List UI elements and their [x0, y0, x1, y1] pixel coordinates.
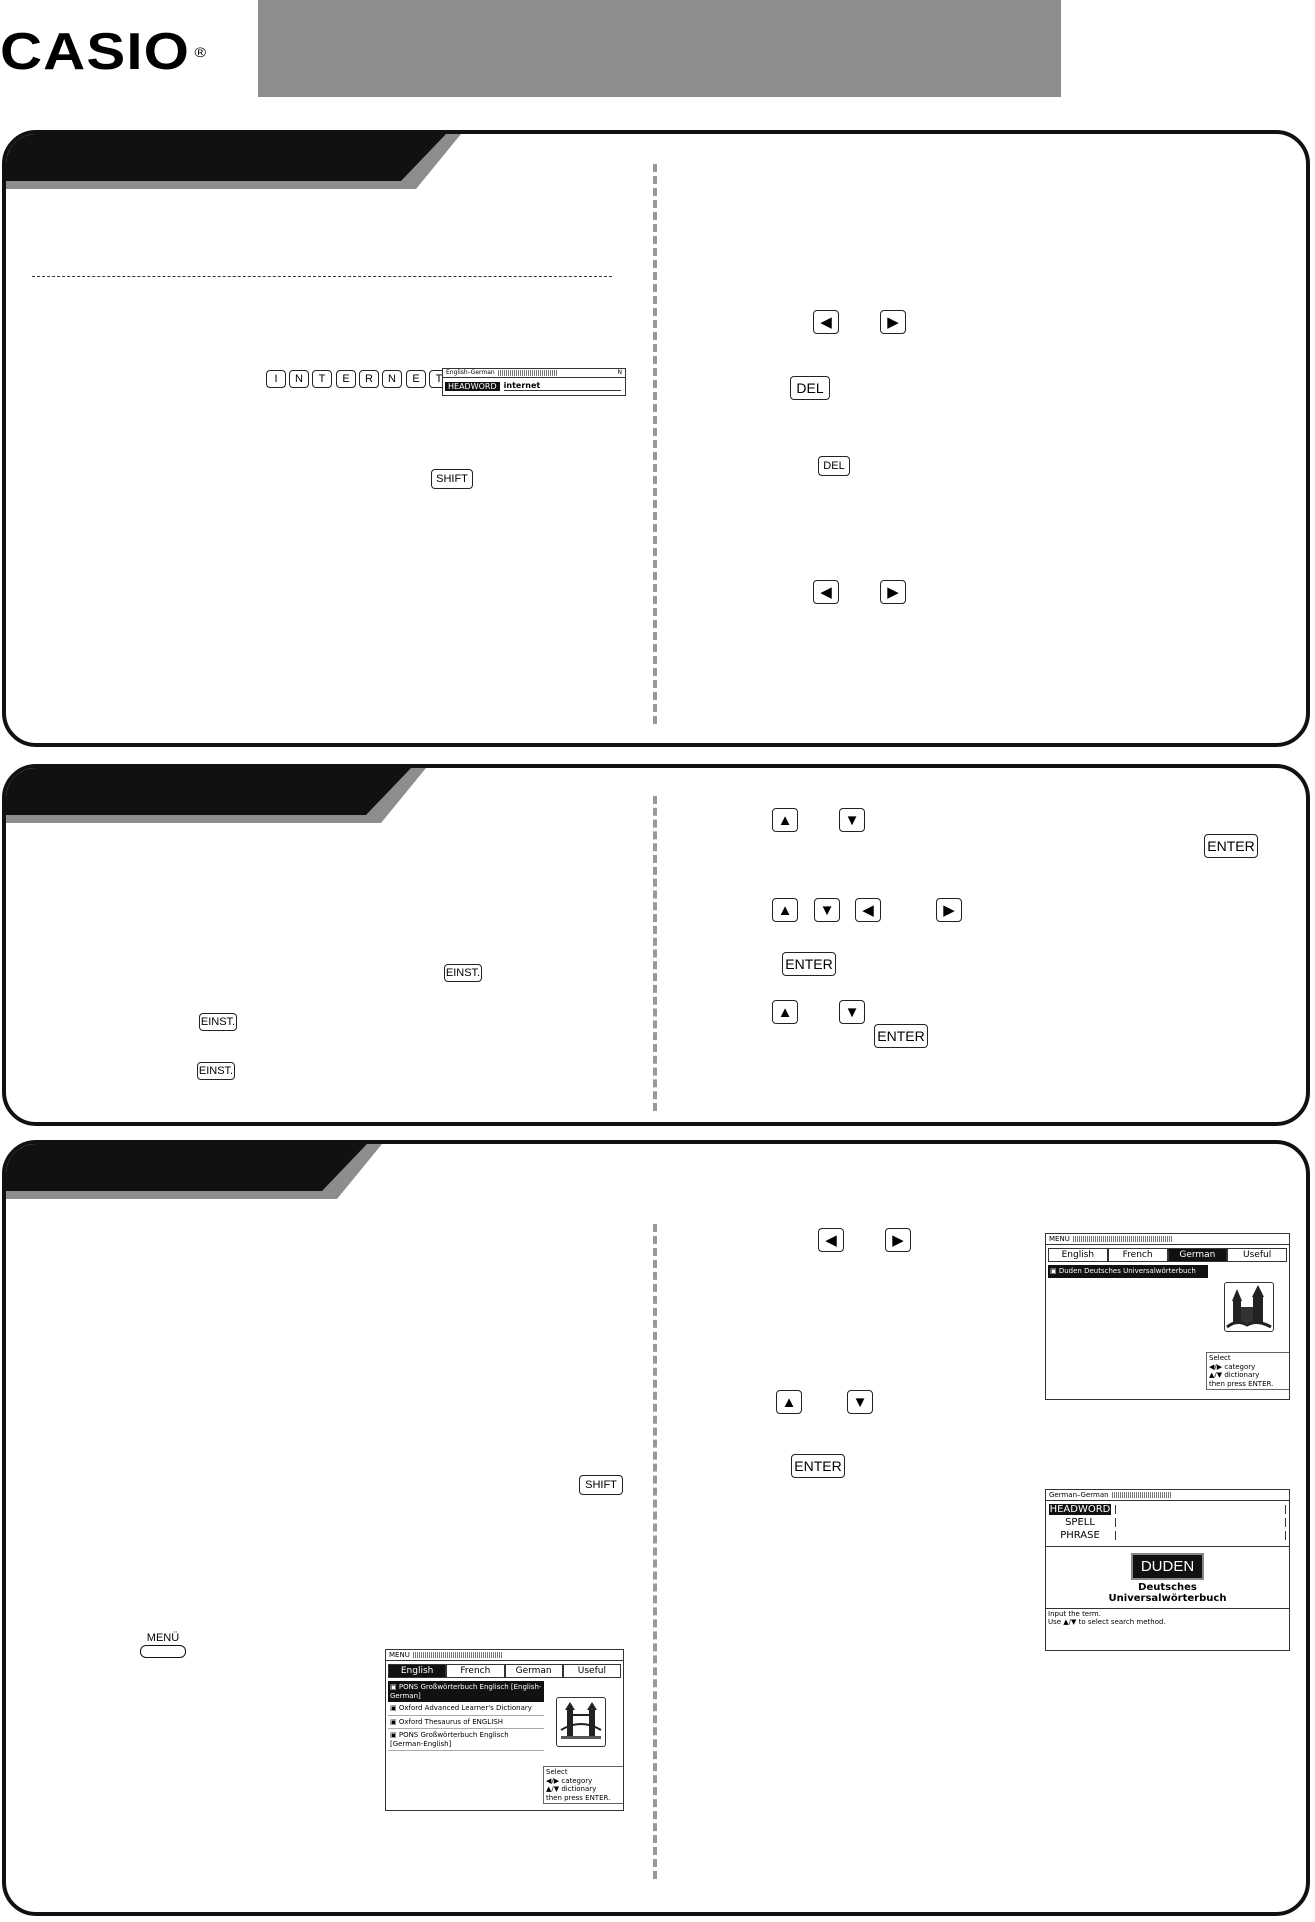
menu-key[interactable] [140, 1632, 186, 1658]
menu-hint-line: ◀/▶ category [546, 1776, 593, 1785]
headword-label: HEADWORD [445, 382, 500, 391]
search-field-label: SPELL [1065, 1517, 1095, 1528]
panel-3 [2, 1140, 1310, 1916]
tower-bridge-icon [556, 1697, 606, 1747]
column-divider [653, 1224, 657, 1879]
casio-logo: CASIO ® [0, 23, 208, 81]
letter-key-n[interactable]: N [289, 370, 309, 388]
menu-key-label: MENÜ [146, 1632, 180, 1644]
dictionary-item-label: PONS Großwörterbuch Englisch [English-German] [390, 1683, 542, 1700]
down-arrow-key[interactable]: ▼ [839, 1000, 865, 1024]
right-arrow-key[interactable]: ▶ [880, 580, 906, 604]
down-arrow-key[interactable]: ▼ [839, 808, 865, 832]
duden-logo: DUDEN [1131, 1553, 1204, 1580]
duden-subtitle-1: Deutsches [1138, 1582, 1197, 1593]
enter-key[interactable]: ENTER [874, 1024, 928, 1048]
menu-tab-french[interactable]: French [1108, 1248, 1168, 1261]
left-arrow-key[interactable]: ◀ [818, 1228, 844, 1252]
enter-key[interactable]: ENTER [791, 1454, 845, 1478]
menu-tab-french[interactable]: French [446, 1664, 504, 1677]
lcd-title: English–German [446, 369, 495, 376]
einst-key[interactable]: EINST. [444, 964, 482, 982]
einst-key[interactable]: EINST. [197, 1062, 235, 1080]
column-divider [653, 164, 657, 724]
down-arrow-key[interactable]: ▼ [814, 898, 840, 922]
header-gray-bar [258, 0, 1061, 97]
menu-hint-box [1206, 1352, 1290, 1390]
search-field-label: HEADWORD [1049, 1504, 1111, 1515]
letter-key-t[interactable]: T [312, 370, 332, 388]
column-divider [653, 796, 657, 1111]
menu-tab-german[interactable]: German [505, 1664, 563, 1677]
up-arrow-key[interactable]: ▲ [772, 808, 798, 832]
menu-dictionary-item[interactable] [1048, 1265, 1208, 1278]
menu-tab-english[interactable]: English [1048, 1248, 1108, 1261]
menu-hint-line: then press ENTER. [1209, 1379, 1274, 1388]
menu-hint-line: Select [546, 1768, 568, 1776]
duden-footer-1: Input the term. [1048, 1610, 1101, 1618]
menu-title: MENU [389, 1651, 410, 1659]
menu-hint-line: ▲/▼ dictionary [1209, 1371, 1260, 1379]
menu-hint-line: ▲/▼ dictionary [546, 1785, 597, 1793]
panel-1-tab [6, 134, 476, 194]
menu-dictionary-list [1048, 1265, 1208, 1278]
menu-hint-line: ◀/▶ category [1209, 1362, 1256, 1371]
letter-key-t[interactable]: T [429, 370, 449, 388]
search-field-input[interactable] [1115, 1518, 1286, 1527]
lcd-headword-screen [442, 368, 626, 396]
dictionary-item-icon: ▣ [390, 1731, 399, 1739]
duden-title: German–German [1049, 1491, 1109, 1499]
duden-subtitle-2: Universalwörterbuch [1108, 1593, 1227, 1604]
down-arrow-key[interactable]: ▼ [847, 1390, 873, 1414]
menu-hint-line: then press ENTER. [546, 1793, 611, 1802]
dictionary-item-icon: ▣ [390, 1704, 399, 1712]
search-field-row[interactable] [1049, 1503, 1286, 1516]
dictionary-item-icon: ▣ [390, 1683, 399, 1691]
search-field-input[interactable] [1115, 1531, 1286, 1540]
menu-tab-useful[interactable]: Useful [563, 1664, 621, 1677]
duden-search-screen [1045, 1489, 1290, 1651]
right-arrow-key[interactable]: ▶ [880, 310, 906, 334]
menu-tabs [388, 1664, 621, 1678]
search-field-input[interactable] [1115, 1505, 1286, 1514]
menu-key-button[interactable] [140, 1645, 186, 1658]
dashed-separator [32, 276, 612, 277]
menu-tab-german[interactable]: German [1168, 1248, 1228, 1261]
search-field-row[interactable] [1049, 1516, 1286, 1529]
menu-dictionary-list [388, 1681, 544, 1751]
letter-key-n[interactable]: N [382, 370, 402, 388]
panel-2 [2, 764, 1310, 1126]
dictionary-item-label: Oxford Advanced Learner's Dictionary [398, 1704, 532, 1712]
panel-1 [2, 130, 1310, 747]
menu-dictionary-item[interactable] [388, 1681, 544, 1702]
dictionary-item-icon: ▣ [1050, 1267, 1059, 1275]
menu-dictionary-item[interactable] [388, 1702, 544, 1716]
panel-2-tab [6, 768, 436, 828]
shift-key[interactable]: SHIFT [579, 1475, 623, 1495]
einst-key[interactable]: EINST. [199, 1013, 237, 1031]
search-field-row[interactable] [1049, 1529, 1286, 1542]
menu-tab-useful[interactable]: Useful [1227, 1248, 1287, 1261]
left-arrow-key[interactable]: ◀ [813, 580, 839, 604]
del-key[interactable]: DEL [790, 376, 830, 400]
dictionary-item-icon: ▣ [390, 1717, 399, 1726]
up-arrow-key[interactable]: ▲ [772, 898, 798, 922]
menu-tabs [1048, 1248, 1287, 1262]
menu-title: MENU [1049, 1235, 1070, 1243]
up-arrow-key[interactable]: ▲ [776, 1390, 802, 1414]
menu-screen-german [1045, 1233, 1290, 1400]
menu-tab-english[interactable]: English [388, 1664, 446, 1677]
enter-key[interactable]: ENTER [1204, 834, 1258, 858]
enter-key[interactable]: ENTER [782, 952, 836, 976]
del-key[interactable]: DEL [818, 456, 850, 476]
letter-key-i[interactable]: I [266, 370, 286, 388]
letter-key-e[interactable]: E [406, 370, 426, 388]
menu-dictionary-item[interactable] [388, 1729, 544, 1751]
lcd-corner: N [617, 369, 622, 376]
right-arrow-key[interactable]: ▶ [936, 898, 962, 922]
panel-3-tab [6, 1144, 396, 1204]
menu-hint-line: Select [1209, 1354, 1231, 1362]
search-field-label: PHRASE [1060, 1530, 1100, 1541]
menu-dictionary-item[interactable] [388, 1716, 544, 1730]
menu-screen-english [385, 1649, 624, 1811]
dictionary-item-label: Duden Deutsches Universalwörterbuch [1058, 1267, 1196, 1275]
dictionary-item-label: PONS Großwörterbuch Englisch [German-English] [390, 1731, 509, 1748]
shift-key[interactable]: SHIFT [431, 469, 473, 489]
headword-value: internet [504, 381, 621, 391]
left-arrow-key[interactable]: ◀ [813, 310, 839, 334]
search-fields [1046, 1501, 1289, 1542]
right-arrow-key[interactable]: ▶ [885, 1228, 911, 1252]
menu-hint-box [543, 1766, 624, 1804]
duden-footer-2: Use ▲/▼ to select search method. [1048, 1618, 1166, 1626]
up-arrow-key[interactable]: ▲ [772, 1000, 798, 1024]
left-arrow-key[interactable]: ◀ [855, 898, 881, 922]
dictionary-item-label: Oxford Thesaurus of ENGLISH [398, 1717, 503, 1726]
castle-icon [1224, 1282, 1274, 1332]
letter-key-r[interactable]: R [359, 370, 379, 388]
letter-key-e[interactable]: E [336, 370, 356, 388]
